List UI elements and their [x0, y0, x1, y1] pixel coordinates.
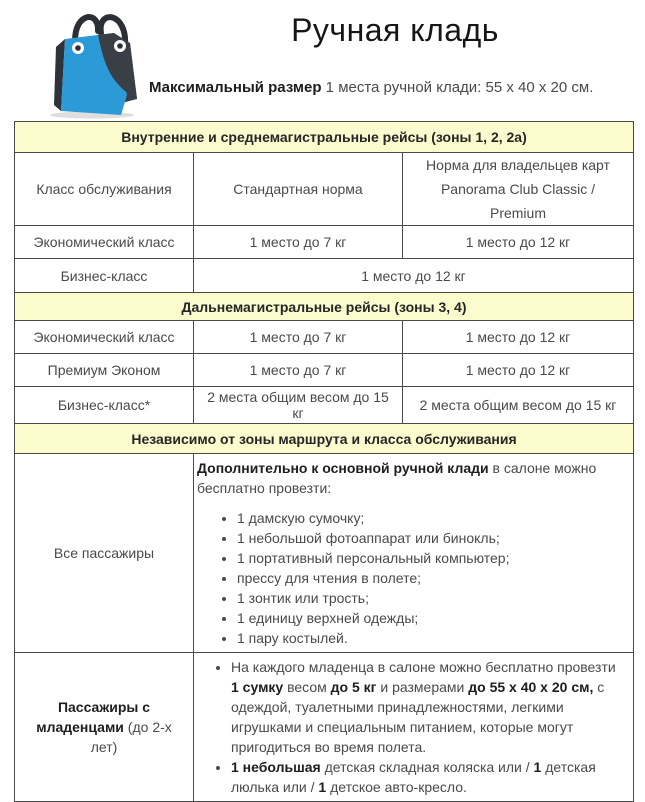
cell-infants-label: [15, 653, 194, 802]
all-passengers-items: [197, 508, 625, 648]
list-item: • 1 зонтик или трость;: [237, 588, 625, 608]
max-size-note: [149, 79, 645, 96]
page-title: Ручная кладь: [291, 12, 499, 48]
cell-standard: 1 место до 7 кг: [194, 354, 403, 387]
max-size-note-bold: Максимальный размер: [149, 79, 322, 96]
text-run-bold: 1: [318, 779, 327, 795]
cell-all-passengers-content: [194, 454, 634, 653]
section-band-domestic: [15, 122, 634, 153]
cell-panorama: 1 место до 12 кг: [403, 354, 634, 387]
text-run: детская люлька или /: [231, 759, 596, 795]
infants-label-bold: Пассажиры с младенцами: [36, 699, 151, 735]
cell-panorama: 1 место до 12 кг: [403, 321, 634, 354]
infants-label-rest: (до 2-х лет): [90, 719, 172, 755]
page-header: [0, 0, 645, 121]
text-run: и размерами: [376, 679, 469, 695]
text-run-bold: 1 небольшая: [231, 759, 321, 775]
shopping-bag-icon: [34, 3, 146, 119]
list-item: • 1 портативный персональный компьютер;: [237, 548, 625, 568]
text-run-bold: 1 сумку: [231, 679, 284, 695]
table-row-domestic-business: [15, 259, 634, 293]
table-row-all-passengers: [15, 454, 634, 653]
column-header-row: [15, 153, 634, 226]
cell-class: Экономический класс: [15, 226, 194, 259]
max-size-note-rest: 1 места ручной клади: 55 x 40 x 20 см.: [321, 79, 594, 96]
text-run: детское авто-кресло.: [326, 779, 467, 795]
cell-class: Бизнес-класс: [15, 259, 194, 293]
list-item: • 1 дамскую сумочку;: [237, 508, 625, 528]
column-header-standard: Стандартная норма: [194, 153, 403, 226]
cell-panorama: 2 места общим весом до 15 кг: [403, 387, 634, 424]
text-run-bold: 1: [533, 759, 542, 775]
text-run-bold: до 5 кг: [330, 679, 377, 695]
cell-standard: 1 место до 7 кг: [194, 321, 403, 354]
section-band-any-zone-label: Независимо от зоны маршрута и класса обслуживания: [15, 424, 634, 454]
cell-standard: 1 место до 7 кг: [194, 226, 403, 259]
column-header-service-class: Класс обслуживания: [15, 153, 194, 226]
column-header-panorama: Норма для владельцев карт Panorama Club Classic / Premium: [403, 153, 634, 226]
list-item: • 1 единицу верхней одежды;: [237, 608, 625, 628]
text-run: с одеждой, туалетными принадлежностями, легкими игрушками и специальным питанием, которые могут пригодиться во время полета.: [231, 679, 605, 755]
text-run: весом: [283, 679, 331, 695]
cell-infants-content: [194, 653, 634, 802]
section-band-longhaul-label: Дальнемагистральные рейсы (зоны 3, 4): [15, 293, 634, 321]
cell-panorama: 1 место до 12 кг: [403, 226, 634, 259]
cell-all-passengers-label: Все пассажиры: [15, 454, 194, 653]
list-item: • 1 пару костылей.: [237, 628, 625, 648]
text-run-bold: до 55 x 40 x 20 см,: [468, 679, 594, 695]
table-row-longhaul-economy: [15, 321, 634, 354]
table-row-longhaul-premium-economy: [15, 354, 634, 387]
list-item: [231, 657, 625, 757]
list-item: • 1 небольшой фотоаппарат или бинокль;: [237, 528, 625, 548]
header-text-area: [145, 0, 645, 96]
list-item: • прессу для чтения в полете;: [237, 568, 625, 588]
section-band-domestic-label: Внутренние и среднемагистральные рейсы (зоны 1, 2, 2а): [15, 122, 634, 153]
table-row-longhaul-business: [15, 387, 634, 424]
all-passengers-intro-rest: в салоне можно бесплатно провезти:: [197, 460, 597, 496]
cell-standard: 2 места общим весом до 15 кг: [194, 387, 403, 424]
table-row-infants: [15, 653, 634, 802]
all-passengers-intro: [197, 458, 625, 498]
cell-class: Премиум Эконом: [15, 354, 194, 387]
infants-items: [197, 657, 625, 797]
section-band-longhaul: [15, 293, 634, 321]
text-run: На каждого младенца в салоне можно бесплатно провезти: [231, 659, 616, 675]
all-passengers-intro-bold: Дополнительно к основной ручной клади: [197, 460, 489, 476]
section-band-any-zone: [15, 424, 634, 454]
cell-class: Экономический класс: [15, 321, 194, 354]
cell-class: Бизнес-класс*: [15, 387, 194, 424]
baggage-rules-table: [14, 121, 634, 802]
list-item: [231, 757, 625, 797]
table-row-domestic-economy: [15, 226, 634, 259]
text-run: детская складная коляска или /: [320, 759, 534, 775]
cell-merged-allowance: 1 место до 12 кг: [194, 259, 634, 293]
